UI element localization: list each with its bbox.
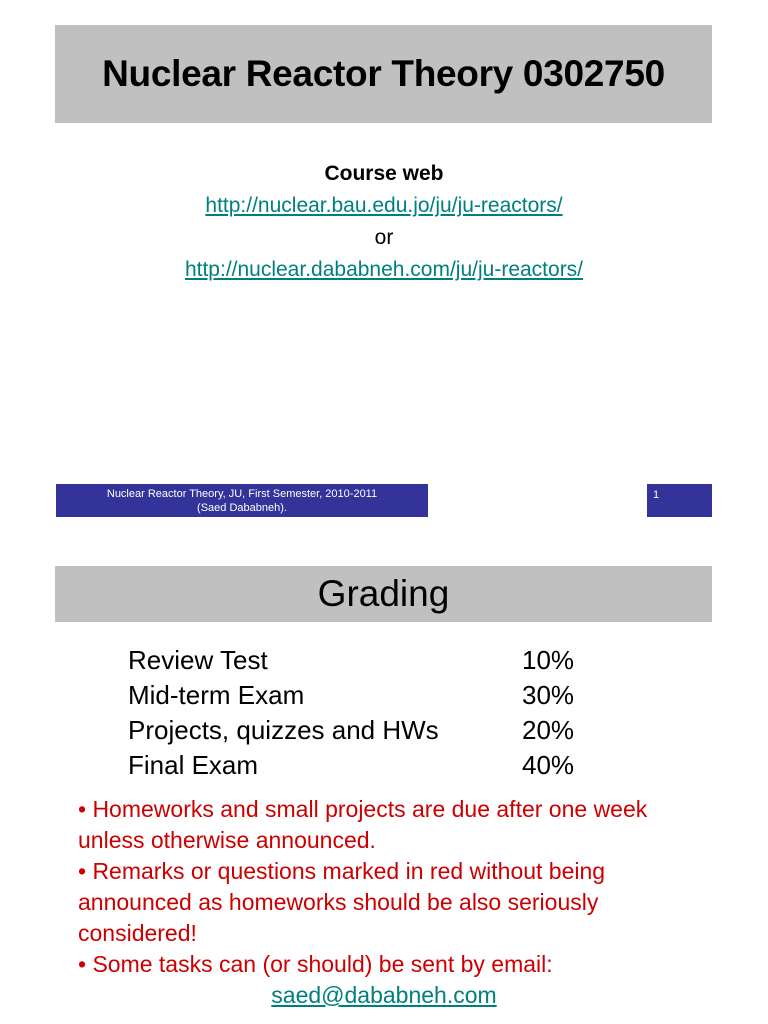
grade-item: Mid-term Exam: [128, 680, 305, 710]
grading-title: Grading: [317, 573, 450, 614]
grade-item: Review Test: [128, 645, 268, 675]
email-link[interactable]: saed@dababneh.com: [271, 982, 497, 1008]
grade-item: Final Exam: [128, 750, 259, 780]
grade-value: 40%: [522, 750, 575, 780]
grade-value: 20%: [522, 715, 575, 745]
footer-course-text: Nuclear Reactor Theory, JU, First Semester, 2010-2011: [106, 487, 378, 500]
course-web-section: [0, 158, 768, 286]
grade-value: 10%: [522, 645, 575, 675]
course-link-dababneh[interactable]: http://nuclear.dababneh.com/ju/ju-reactors/: [184, 258, 584, 281]
grade-value: 30%: [522, 680, 575, 710]
grade-table: [128, 643, 602, 783]
course-link-bau[interactable]: http://nuclear.bau.edu.jo/ju/ju-reactors/: [205, 194, 563, 217]
note-item: • Homeworks and small projects are due after one week unless otherwise announced.: [78, 796, 648, 853]
course-web-label: Course web: [324, 162, 444, 185]
grade-row: [128, 678, 602, 713]
or-text: or: [374, 226, 394, 249]
page-number-box: [647, 484, 712, 517]
footer-author-text: (Saed Dababneh).: [197, 501, 287, 514]
slide-footer: [56, 484, 428, 517]
note-item: • Remarks or questions marked in red without being announced as homeworks should be also seriously considered!: [78, 858, 606, 946]
grade-row: [128, 713, 602, 748]
grading-band: [55, 566, 712, 622]
email-line: [0, 980, 768, 1011]
grade-row: [128, 643, 602, 678]
notes-list: [78, 794, 698, 980]
slide-title: Nuclear Reactor Theory 0302750: [102, 53, 665, 94]
grade-row: [128, 748, 602, 783]
page-number: 1: [653, 489, 660, 501]
title-band: [55, 25, 712, 123]
grade-item: Projects, quizzes and HWs: [128, 715, 439, 745]
note-item: • Some tasks can (or should) be sent by email:: [78, 951, 553, 977]
